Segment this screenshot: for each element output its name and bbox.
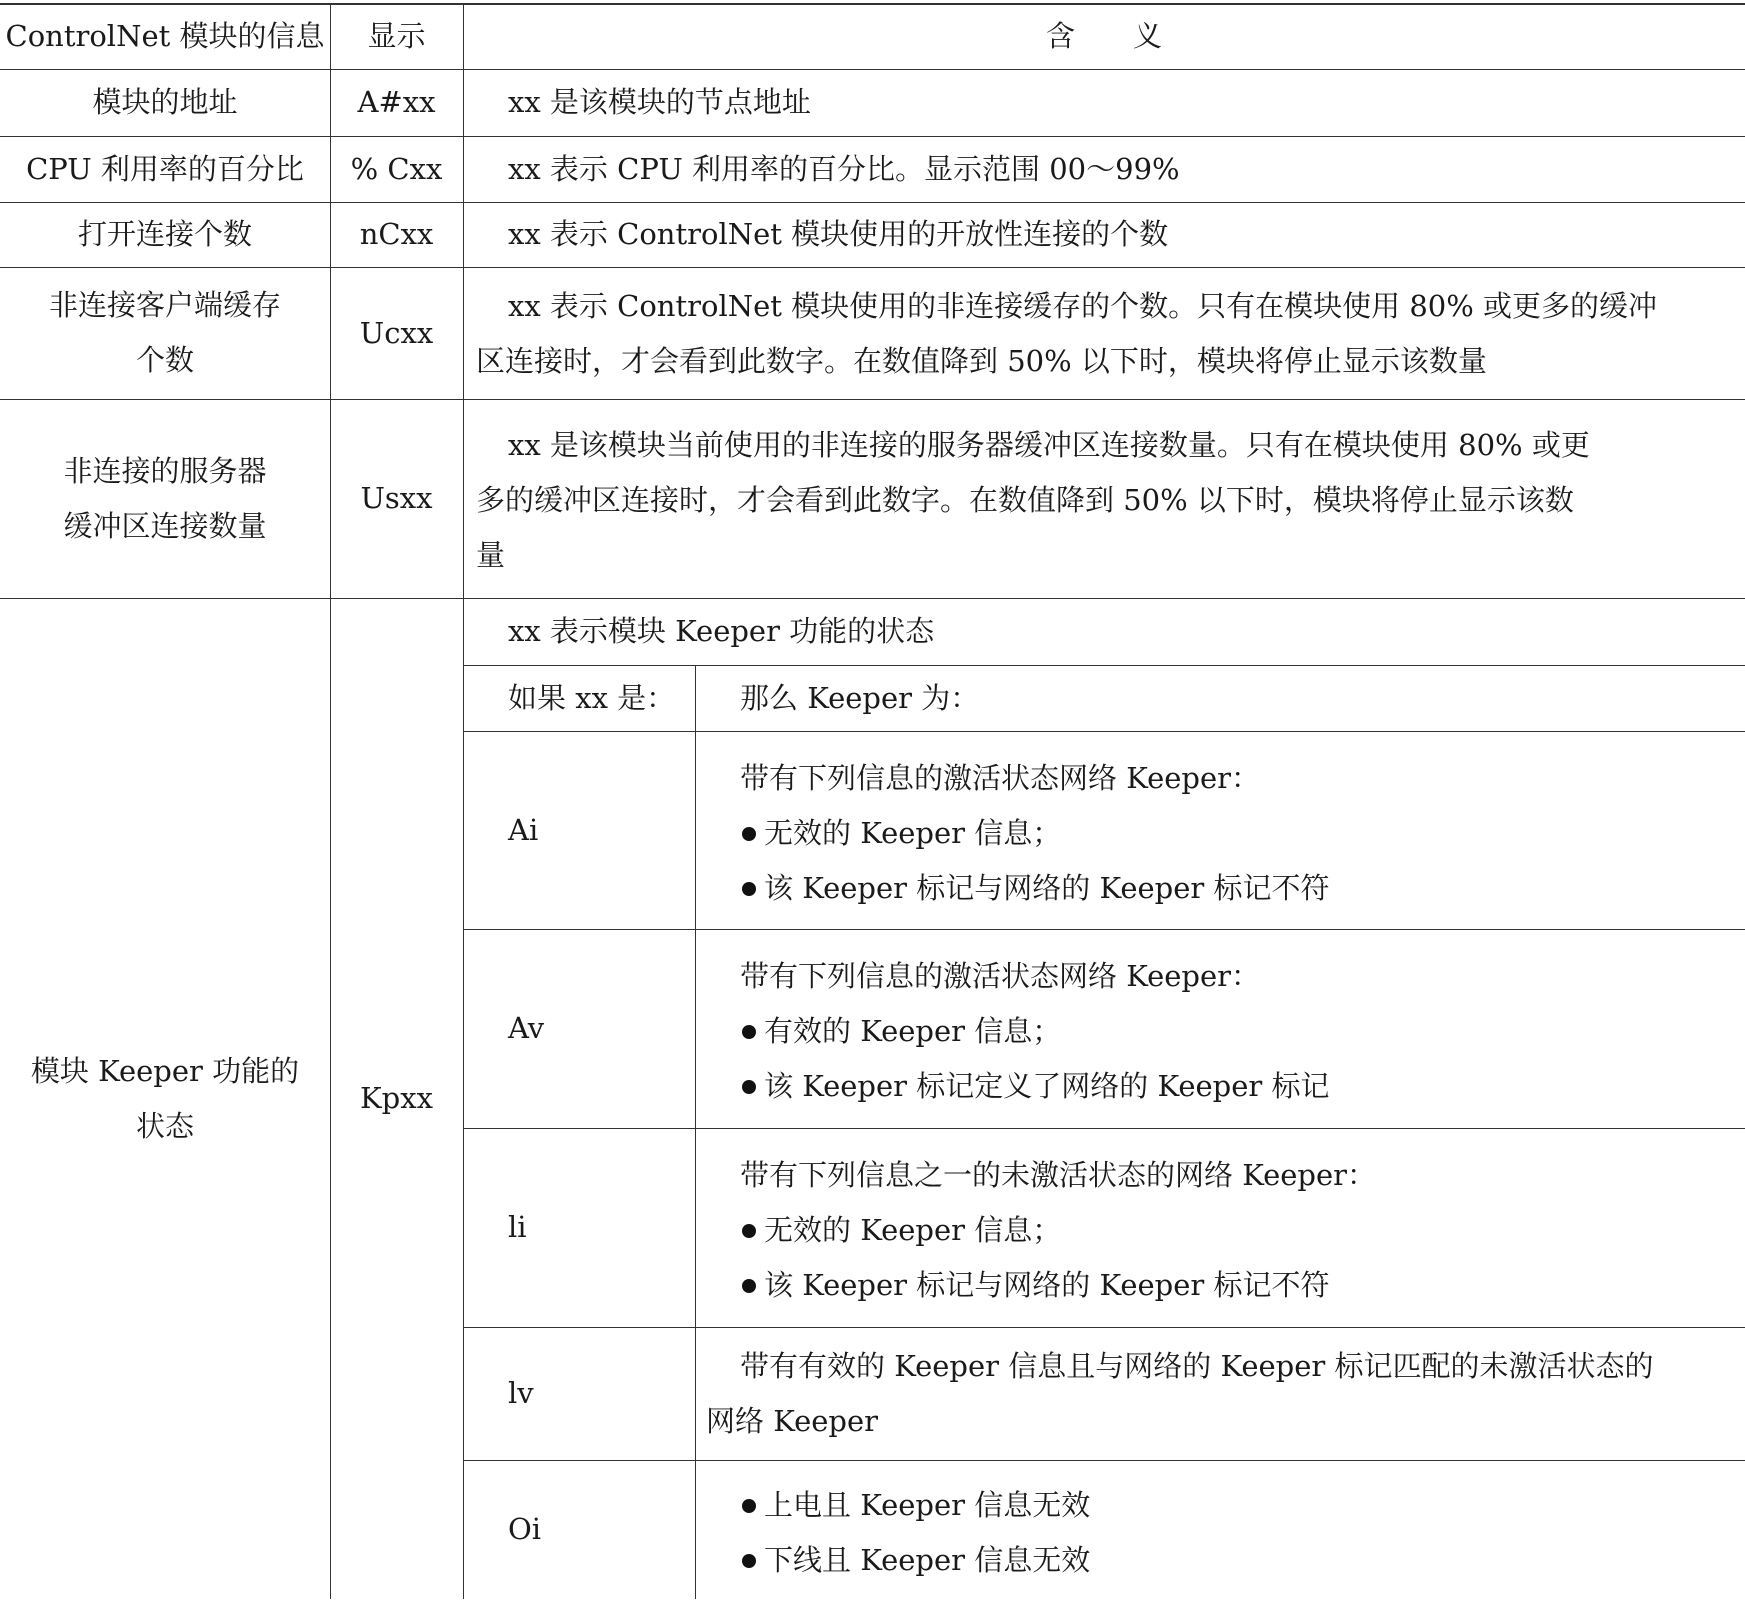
bullet-icon <box>742 1025 756 1039</box>
row-info-line: 缓冲区连接数量 <box>63 508 267 543</box>
row-display: Usxx <box>360 481 433 515</box>
keeper-state-bullet: 该 Keeper 标记定义了网络的 Keeper 标记 <box>740 1059 1740 1114</box>
keeper-state-desc <box>740 949 1740 1119</box>
keeper-state-line: 带有下列信息的激活状态网络 Keeper： <box>740 761 1261 795</box>
row-meaning-line: xx 表示 ControlNet 模块使用的非连接缓存的个数。只有在模块使用 80% 或更多的缓冲 <box>508 289 1658 323</box>
keeper-state-code: li <box>508 1210 527 1244</box>
row-info <box>0 267 330 399</box>
keeper-state-bullet: 无效的 Keeper 信息； <box>740 806 1740 861</box>
row-meaning-line: 量 <box>476 538 506 572</box>
keeper-state-desc <box>740 1148 1740 1318</box>
row-info-line: 非连接的服务器 <box>63 453 267 488</box>
keeper-subheader-if: 如果 xx 是： <box>508 680 676 715</box>
row-meaning-line: 区连接时，才会看到此数字。在数值降到 50% 以下时，模块将停止显示该数量 <box>476 344 1487 378</box>
col-rule <box>463 3 464 1599</box>
header-info: ControlNet 模块的信息 <box>5 18 325 53</box>
keeper-state-bullet: 该 Keeper 标记与网络的 Keeper 标记不符 <box>740 861 1740 916</box>
keeper-state-code: Oi <box>508 1512 542 1546</box>
header-display: 显示 <box>367 18 426 53</box>
row-display: nCxx <box>359 217 434 251</box>
row-display: A#xx <box>357 85 436 119</box>
row-meaning-line: xx 是该模块当前使用的非连接的服务器缓冲区连接数量。只有在模块使用 80% 或更 <box>508 428 1590 462</box>
keeper-info-line: 模块 Keeper 功能的 <box>30 1053 300 1088</box>
keeper-state-code: lv <box>508 1376 534 1410</box>
keeper-state-line: 带有下列信息的激活状态网络 Keeper： <box>740 959 1261 993</box>
keeper-state-code: Ai <box>508 812 539 847</box>
bullet-icon <box>742 1499 756 1513</box>
keeper-info <box>0 598 330 1599</box>
keeper-state-desc <box>706 1339 1741 1454</box>
row-info: CPU 利用率的百分比 <box>26 151 304 186</box>
keeper-state-code: Av <box>508 1011 545 1045</box>
keeper-intro: xx 表示模块 Keeper 功能的状态 <box>508 614 935 648</box>
keeper-display: Kpxx <box>360 1081 433 1115</box>
row-display: Ucxx <box>359 315 434 350</box>
bullet-icon <box>742 1080 756 1094</box>
row-info: 模块的地址 <box>92 85 238 119</box>
keeper-state-line: 带有有效的 Keeper 信息且与网络的 Keeper 标记匹配的未激活状态的 <box>740 1349 1654 1383</box>
bullet-icon <box>742 1554 756 1568</box>
row-meaning <box>476 418 1741 588</box>
header-meaning: 含 义 <box>1045 18 1162 53</box>
row-display: % Cxx <box>350 151 443 186</box>
sub-col-rule <box>695 665 696 1599</box>
keeper-subheader-then: 那么 Keeper 为： <box>740 680 980 715</box>
row-meaning: xx 是该模块的节点地址 <box>508 85 811 119</box>
row-info <box>0 399 330 598</box>
bullet-icon <box>742 1224 756 1238</box>
bullet-icon <box>742 882 756 896</box>
keeper-info-line: 状态 <box>135 1108 194 1143</box>
keeper-state-line: 带有下列信息之一的未激活状态的网络 Keeper： <box>740 1158 1377 1192</box>
keeper-state-bullet: 该 Keeper 标记与网络的 Keeper 标记不符 <box>740 1258 1740 1313</box>
row-info-line: 非连接客户端缓存 <box>48 288 281 322</box>
row-info: 打开连接个数 <box>77 217 252 251</box>
bullet-icon <box>742 827 756 841</box>
keeper-state-bullet: 无效的 Keeper 信息； <box>740 1203 1740 1258</box>
keeper-state-desc <box>740 1478 1740 1593</box>
keeper-state-desc <box>740 751 1740 921</box>
keeper-state-line: 网络 Keeper <box>706 1404 879 1438</box>
controlnet-info-table <box>0 3 1745 1599</box>
row-meaning: xx 表示 ControlNet 模块使用的开放性连接的个数 <box>508 217 1169 251</box>
bullet-icon <box>742 1279 756 1293</box>
row-meaning-line: 多的缓冲区连接时，才会看到此数字。在数值降到 50% 以下时，模块将停止显示该数 <box>476 483 1574 517</box>
keeper-state-bullet: 有效的 Keeper 信息； <box>740 1004 1740 1059</box>
row-meaning: xx 表示 CPU 利用率的百分比。显示范围 00～99% <box>508 151 1180 186</box>
row-meaning <box>476 279 1741 394</box>
keeper-state-bullet: 上电且 Keeper 信息无效 <box>740 1478 1740 1533</box>
keeper-state-bullet: 下线且 Keeper 信息无效 <box>740 1533 1740 1588</box>
row-info-line: 个数 <box>135 343 194 377</box>
